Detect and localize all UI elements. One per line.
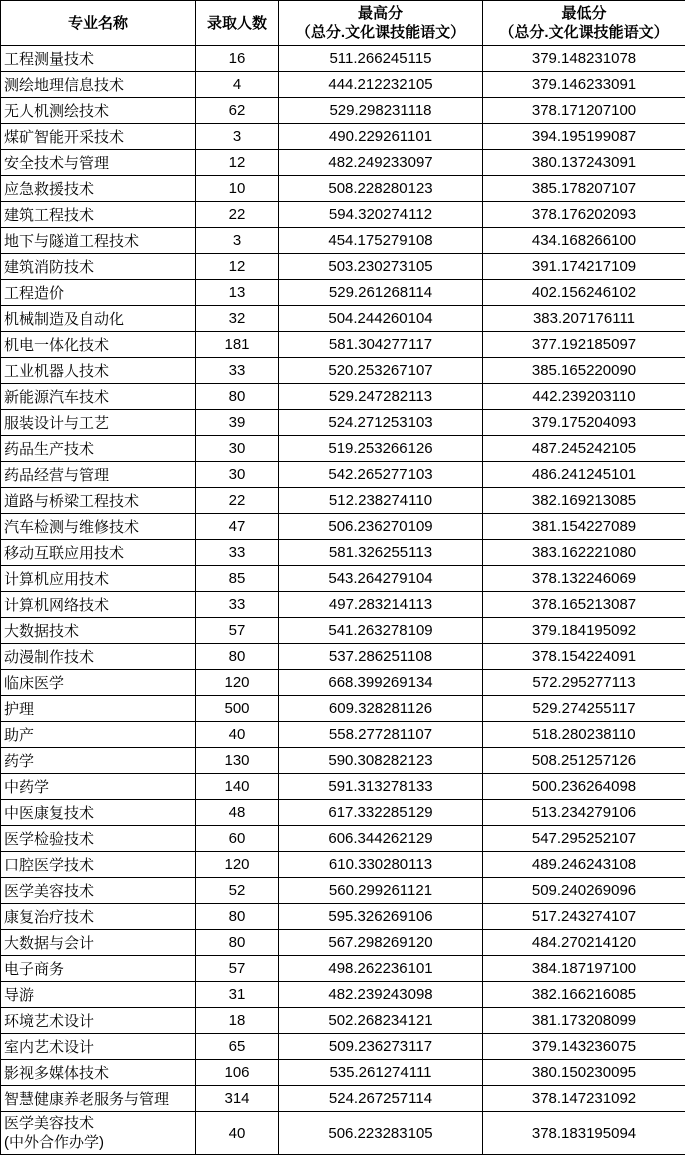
cell-max-score: 541.263278109 (279, 618, 483, 644)
cell-min-score: 385.165220090 (483, 358, 685, 384)
table-row (1, 436, 685, 462)
cell-max-score: 509.236273117 (279, 1034, 483, 1060)
cell-major: 环境艺术设计 (1, 1008, 196, 1034)
cell-min-score: 378.132246069 (483, 566, 685, 592)
table-row (1, 72, 685, 98)
cell-min-score: 385.178207107 (483, 176, 685, 202)
cell-min-score: 384.187197100 (483, 956, 685, 982)
cell-min-score: 484.270214120 (483, 930, 685, 956)
cell-max-score: 594.320274112 (279, 202, 483, 228)
table-row (1, 618, 685, 644)
header-count: 录取人数 (196, 1, 279, 46)
cell-count: 62 (196, 98, 279, 124)
cell-max-score: 524.267257114 (279, 1086, 483, 1112)
cell-major: 影视多媒体技术 (1, 1060, 196, 1086)
cell-max-score: 511.266245115 (279, 46, 483, 72)
cell-major: 电子商务 (1, 956, 196, 982)
table-row (1, 176, 685, 202)
cell-major: 动漫制作技术 (1, 644, 196, 670)
cell-major: 测绘地理信息技术 (1, 72, 196, 98)
cell-min-score: 572.295277113 (483, 670, 685, 696)
table-row (1, 488, 685, 514)
cell-count: 106 (196, 1060, 279, 1086)
table-row (1, 98, 685, 124)
table-row (1, 566, 685, 592)
header-min-subtitle: （总分.文化课技能语文） (483, 23, 685, 42)
header-min-title: 最低分 (483, 4, 685, 23)
cell-count: 85 (196, 566, 279, 592)
cell-min-score: 391.174217109 (483, 254, 685, 280)
cell-max-score: 610.330280113 (279, 852, 483, 878)
cell-major: 机电一体化技术 (1, 332, 196, 358)
table-row (1, 1060, 685, 1086)
cell-min-score: 382.169213085 (483, 488, 685, 514)
cell-major: 计算机网络技术 (1, 592, 196, 618)
cell-major: 大数据与会计 (1, 930, 196, 956)
cell-major: 建筑工程技术 (1, 202, 196, 228)
header-row (1, 1, 685, 46)
table-row (1, 254, 685, 280)
cell-min-score: 547.295252107 (483, 826, 685, 852)
table-row (1, 332, 685, 358)
table-row (1, 384, 685, 410)
cell-count: 65 (196, 1034, 279, 1060)
cell-min-score: 500.236264098 (483, 774, 685, 800)
cell-major: 大数据技术 (1, 618, 196, 644)
cell-max-score: 529.247282113 (279, 384, 483, 410)
table-row (1, 540, 685, 566)
cell-max-score: 502.268234121 (279, 1008, 483, 1034)
cell-major: 中药学 (1, 774, 196, 800)
cell-count: 181 (196, 332, 279, 358)
cell-min-score: 382.166216085 (483, 982, 685, 1008)
cell-max-score: 482.249233097 (279, 150, 483, 176)
cell-min-score: 378.183195094 (483, 1112, 685, 1155)
cell-max-score: 609.328281126 (279, 696, 483, 722)
cell-min-score: 378.147231092 (483, 1086, 685, 1112)
table-row (1, 46, 685, 72)
cell-count: 3 (196, 124, 279, 150)
cell-max-score: 606.344262129 (279, 826, 483, 852)
major-line-1: 医学美容技术 (4, 1114, 195, 1133)
table-row (1, 878, 685, 904)
cell-count: 80 (196, 930, 279, 956)
cell-major: 医学检验技术 (1, 826, 196, 852)
cell-min-score: 379.148231078 (483, 46, 685, 72)
cell-count: 80 (196, 384, 279, 410)
table-row (1, 150, 685, 176)
table-row (1, 800, 685, 826)
cell-max-score: 543.264279104 (279, 566, 483, 592)
header-min-score (483, 1, 685, 46)
cell-count: 18 (196, 1008, 279, 1034)
cell-count: 22 (196, 202, 279, 228)
cell-max-score: 498.262236101 (279, 956, 483, 982)
cell-major: 地下与隧道工程技术 (1, 228, 196, 254)
cell-count: 32 (196, 306, 279, 332)
cell-min-score: 517.243274107 (483, 904, 685, 930)
cell-count: 31 (196, 982, 279, 1008)
cell-major: 工业机器人技术 (1, 358, 196, 384)
cell-major: 智慧健康养老服务与管理 (1, 1086, 196, 1112)
cell-min-score: 402.156246102 (483, 280, 685, 306)
major-line-2: (中外合作办学) (4, 1133, 195, 1152)
cell-major: 导游 (1, 982, 196, 1008)
cell-major: 中医康复技术 (1, 800, 196, 826)
table-row (1, 774, 685, 800)
cell-max-score: 617.332285129 (279, 800, 483, 826)
cell-count: 80 (196, 904, 279, 930)
cell-min-score: 379.143236075 (483, 1034, 685, 1060)
cell-max-score: 529.261268114 (279, 280, 483, 306)
table-row (1, 358, 685, 384)
table-row (1, 852, 685, 878)
table-row (1, 670, 685, 696)
cell-min-score: 489.246243108 (483, 852, 685, 878)
cell-count: 60 (196, 826, 279, 852)
cell-count: 130 (196, 748, 279, 774)
cell-count: 39 (196, 410, 279, 436)
cell-max-score: 668.399269134 (279, 670, 483, 696)
table-row (1, 982, 685, 1008)
cell-count: 57 (196, 618, 279, 644)
cell-major: 汽车检测与维修技术 (1, 514, 196, 540)
cell-min-score: 380.137243091 (483, 150, 685, 176)
cell-major: 工程测量技术 (1, 46, 196, 72)
table-row (1, 462, 685, 488)
cell-count: 47 (196, 514, 279, 540)
cell-max-score: 581.304277117 (279, 332, 483, 358)
cell-count: 40 (196, 1112, 279, 1155)
table-row (1, 124, 685, 150)
header-max-title: 最高分 (279, 4, 482, 23)
cell-min-score: 486.241245101 (483, 462, 685, 488)
cell-max-score: 558.277281107 (279, 722, 483, 748)
cell-major (1, 1112, 196, 1155)
cell-major: 服装设计与工艺 (1, 410, 196, 436)
cell-count: 10 (196, 176, 279, 202)
cell-max-score: 567.298269120 (279, 930, 483, 956)
cell-max-score: 482.239243098 (279, 982, 483, 1008)
cell-max-score: 512.238274110 (279, 488, 483, 514)
cell-count: 30 (196, 462, 279, 488)
cell-count: 52 (196, 878, 279, 904)
cell-min-score: 378.154224091 (483, 644, 685, 670)
cell-count: 140 (196, 774, 279, 800)
header-max-subtitle: （总分.文化课技能语文） (279, 23, 482, 42)
table-row (1, 826, 685, 852)
cell-max-score: 529.298231118 (279, 98, 483, 124)
cell-count: 12 (196, 150, 279, 176)
cell-count: 120 (196, 670, 279, 696)
cell-major: 移动互联应用技术 (1, 540, 196, 566)
cell-min-score: 379.146233091 (483, 72, 685, 98)
cell-major: 无人机测绘技术 (1, 98, 196, 124)
cell-min-score: 508.251257126 (483, 748, 685, 774)
cell-count: 57 (196, 956, 279, 982)
cell-max-score: 506.223283105 (279, 1112, 483, 1155)
cell-max-score: 490.229261101 (279, 124, 483, 150)
cell-major: 护理 (1, 696, 196, 722)
cell-major: 口腔医学技术 (1, 852, 196, 878)
cell-count: 33 (196, 358, 279, 384)
cell-max-score: 591.313278133 (279, 774, 483, 800)
cell-max-score: 542.265277103 (279, 462, 483, 488)
cell-count: 12 (196, 254, 279, 280)
table-row (1, 956, 685, 982)
cell-min-score: 379.175204093 (483, 410, 685, 436)
cell-max-score: 535.261274111 (279, 1060, 483, 1086)
cell-max-score: 504.244260104 (279, 306, 483, 332)
cell-min-score: 381.154227089 (483, 514, 685, 540)
cell-major: 药学 (1, 748, 196, 774)
cell-max-score: 595.326269106 (279, 904, 483, 930)
cell-major: 医学美容技术 (1, 878, 196, 904)
cell-count: 13 (196, 280, 279, 306)
cell-major: 康复治疗技术 (1, 904, 196, 930)
cell-count: 33 (196, 540, 279, 566)
cell-count: 40 (196, 722, 279, 748)
cell-min-score: 442.239203110 (483, 384, 685, 410)
cell-min-score: 377.192185097 (483, 332, 685, 358)
cell-count: 500 (196, 696, 279, 722)
cell-max-score: 454.175279108 (279, 228, 483, 254)
cell-max-score: 503.230273105 (279, 254, 483, 280)
cell-count: 22 (196, 488, 279, 514)
cell-min-score: 509.240269096 (483, 878, 685, 904)
cell-major: 机械制造及自动化 (1, 306, 196, 332)
cell-count: 4 (196, 72, 279, 98)
table-row (1, 410, 685, 436)
header-major: 专业名称 (1, 1, 196, 46)
cell-max-score: 590.308282123 (279, 748, 483, 774)
cell-max-score: 444.212232105 (279, 72, 483, 98)
cell-major: 工程造价 (1, 280, 196, 306)
cell-major: 药品生产技术 (1, 436, 196, 462)
cell-major: 安全技术与管理 (1, 150, 196, 176)
cell-major: 室内艺术设计 (1, 1034, 196, 1060)
table-row (1, 904, 685, 930)
table-row (1, 228, 685, 254)
cell-min-score: 383.162221080 (483, 540, 685, 566)
cell-count: 16 (196, 46, 279, 72)
header-max-score (279, 1, 483, 46)
cell-count: 3 (196, 228, 279, 254)
cell-max-score: 519.253266126 (279, 436, 483, 462)
table-row (1, 280, 685, 306)
table-row (1, 592, 685, 618)
cell-major: 建筑消防技术 (1, 254, 196, 280)
cell-min-score: 381.173208099 (483, 1008, 685, 1034)
cell-major: 新能源汽车技术 (1, 384, 196, 410)
cell-count: 48 (196, 800, 279, 826)
cell-min-score: 383.207176111 (483, 306, 685, 332)
table-row (1, 306, 685, 332)
cell-min-score: 378.171207100 (483, 98, 685, 124)
table-row (1, 930, 685, 956)
cell-min-score: 379.184195092 (483, 618, 685, 644)
cell-max-score: 508.228280123 (279, 176, 483, 202)
cell-min-score: 518.280238110 (483, 722, 685, 748)
cell-max-score: 581.326255113 (279, 540, 483, 566)
cell-min-score: 378.165213087 (483, 592, 685, 618)
table-row (1, 1008, 685, 1034)
cell-count: 120 (196, 852, 279, 878)
table-row (1, 1086, 685, 1112)
cell-major: 应急救援技术 (1, 176, 196, 202)
cell-major: 临床医学 (1, 670, 196, 696)
cell-major: 药品经营与管理 (1, 462, 196, 488)
table-row (1, 722, 685, 748)
table-row (1, 644, 685, 670)
table-row (1, 696, 685, 722)
cell-major: 道路与桥梁工程技术 (1, 488, 196, 514)
cell-min-score: 487.245242105 (483, 436, 685, 462)
cell-max-score: 520.253267107 (279, 358, 483, 384)
cell-major: 计算机应用技术 (1, 566, 196, 592)
table-row (1, 202, 685, 228)
cell-max-score: 506.236270109 (279, 514, 483, 540)
cell-count: 314 (196, 1086, 279, 1112)
cell-min-score: 513.234279106 (483, 800, 685, 826)
cell-min-score: 394.195199087 (483, 124, 685, 150)
cell-major: 煤矿智能开采技术 (1, 124, 196, 150)
table-row (1, 1112, 685, 1155)
cell-max-score: 497.283214113 (279, 592, 483, 618)
table-row (1, 748, 685, 774)
cell-major: 助产 (1, 722, 196, 748)
cell-min-score: 378.176202093 (483, 202, 685, 228)
cell-count: 33 (196, 592, 279, 618)
cell-min-score: 380.150230095 (483, 1060, 685, 1086)
cell-min-score: 434.168266100 (483, 228, 685, 254)
cell-max-score: 560.299261121 (279, 878, 483, 904)
cell-count: 80 (196, 644, 279, 670)
table-row (1, 1034, 685, 1060)
table-row (1, 514, 685, 540)
cell-max-score: 524.271253103 (279, 410, 483, 436)
cell-max-score: 537.286251108 (279, 644, 483, 670)
cell-min-score: 529.274255117 (483, 696, 685, 722)
cell-count: 30 (196, 436, 279, 462)
